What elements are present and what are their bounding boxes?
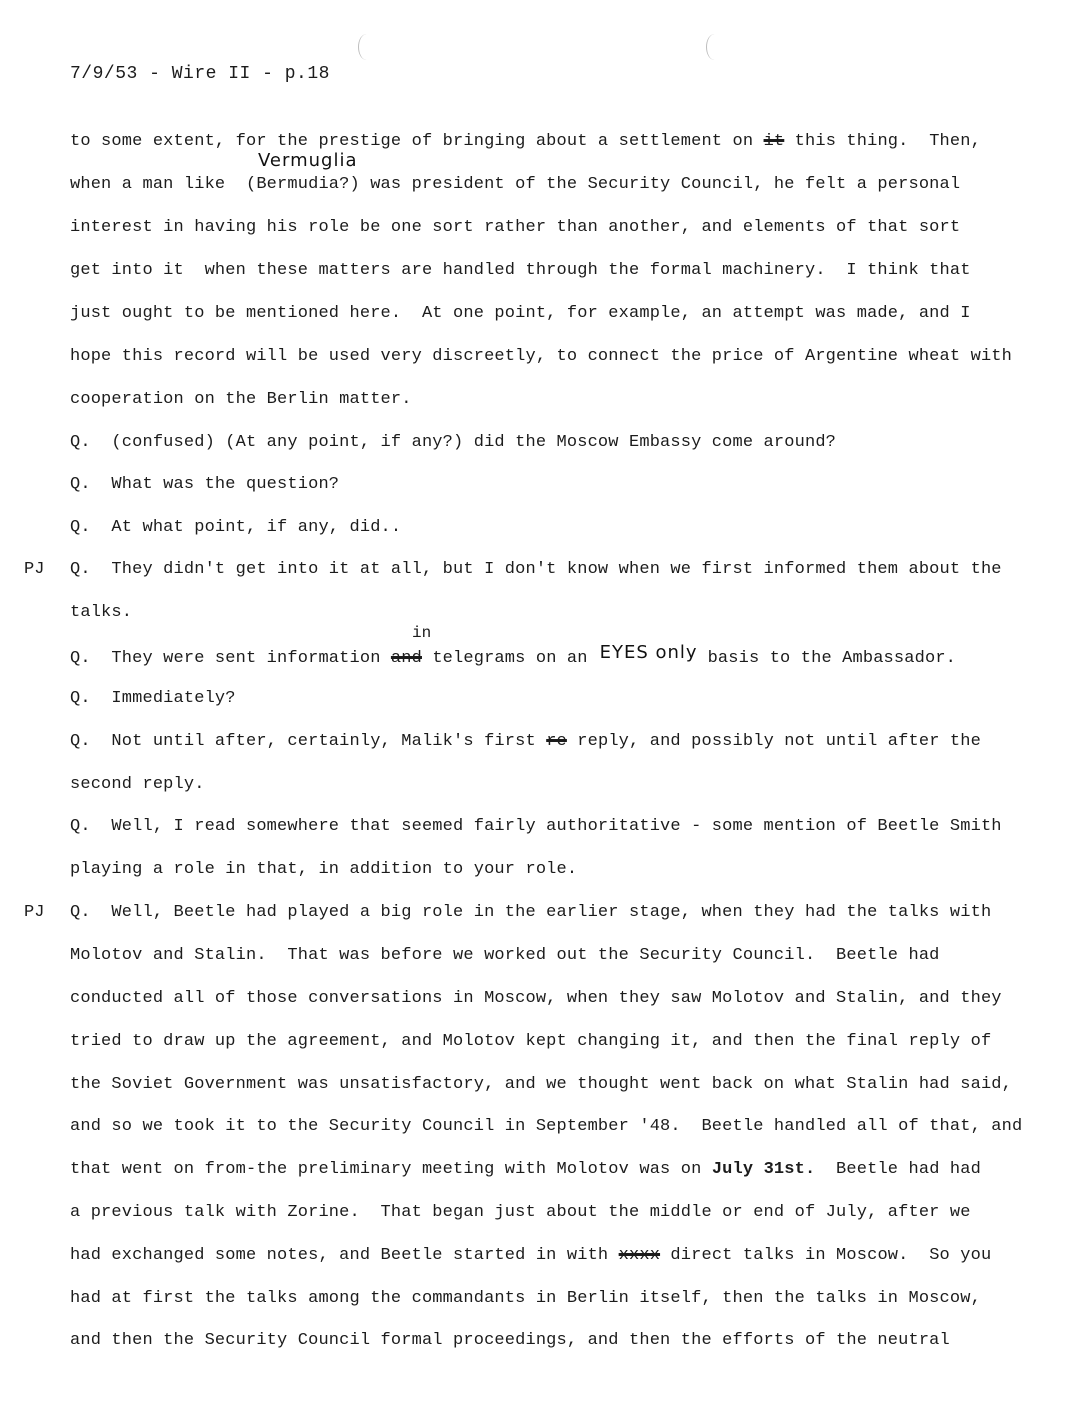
text-line: had exchanged some notes, and Beetle started in with xxxx direct talks in Moscow. So you xyxy=(70,1246,992,1265)
typed-insertion-in: in xyxy=(412,624,432,642)
page-header: 7/9/53 - Wire II - p.18 xyxy=(70,64,330,84)
text-line: second reply. xyxy=(70,775,205,794)
question-line: Q. What was the question? xyxy=(70,475,340,494)
handwritten-eyes-only: EYES only xyxy=(599,642,698,663)
margin-initials: PJ xyxy=(24,903,45,922)
text-line: conducted all of those conversations in Moscow, when they saw Molotov and Stalin, and they xyxy=(70,989,1002,1008)
answer-line: Q. Not until after, certainly, Malik's first re reply, and possibly not until after the xyxy=(70,732,981,751)
text-line: Molotov and Stalin. That was before we worked out the Security Council. Beetle had xyxy=(70,946,940,965)
answer-line: Q. They didn't get into it at all, but I don't know when we first informed them about the xyxy=(70,560,1002,579)
struck-word: xxxx xyxy=(618,1246,661,1265)
punch-mark-right xyxy=(706,34,723,60)
struck-word: re xyxy=(546,732,567,751)
text-line: just ought to be mentioned here. At one point, for example, an attempt was made, and I xyxy=(70,304,971,323)
text-line: and then the Security Council formal proceedings, and then the efforts of the neutral xyxy=(70,1331,950,1350)
struck-word: and xyxy=(390,649,422,668)
question-line: Q. (confused) (At any point, if any?) did the Moscow Embassy come around? xyxy=(70,433,837,452)
text-line: to some extent, for the prestige of bringing about a settlement on it this thing. Then, xyxy=(70,132,981,151)
text-line: interest in having his role be one sort rather than another, and elements of that sort xyxy=(70,218,961,237)
text-line: that went on from-the preliminary meeting with Molotov was on July 31st. Beetle had had xyxy=(70,1160,981,1179)
question-line: Q. They were sent information and telegrams on an EYES only basis to the Ambassador. xyxy=(70,642,957,668)
text-line: talks. xyxy=(70,603,133,622)
text-line: cooperation on the Berlin matter. xyxy=(70,390,412,409)
text-line: get into it when these matters are handled through the formal machinery. I think that xyxy=(70,261,971,280)
text-line: the Soviet Government was unsatisfactory, and we thought went back on what Stalin had said, xyxy=(70,1075,1013,1094)
text-line: when a man like (Bermudia?) was president of the Security Council, he felt a personal xyxy=(70,175,961,194)
text-line: a previous talk with Zorine. That began just about the middle or end of July, after we xyxy=(70,1203,971,1222)
question-line: Q. Immediately? xyxy=(70,689,236,708)
question-line: Q. Well, I read somewhere that seemed fairly authoritative - some mention of Beetle Smith xyxy=(70,817,1002,836)
text-line: and so we took it to the Security Council in September '48. Beetle handled all of that, and xyxy=(70,1117,1023,1136)
struck-word: it xyxy=(763,132,785,151)
margin-initials: PJ xyxy=(24,560,45,579)
punch-mark-left xyxy=(358,34,375,60)
bold-date: July 31st. xyxy=(711,1160,816,1179)
text-line: tried to draw up the agreement, and Molotov kept changing it, and then the final reply of xyxy=(70,1032,992,1051)
answer-line: Q. Well, Beetle had played a big role in the earlier stage, when they had the talks with xyxy=(70,903,992,922)
text-line: hope this record will be used very discreetly, to connect the price of Argentine wheat with xyxy=(70,347,1013,366)
text-line: playing a role in that, in addition to your role. xyxy=(70,860,578,879)
question-line: Q. At what point, if any, did.. xyxy=(70,518,402,537)
text-line: had at first the talks among the commandants in Berlin itself, then the talks in Moscow, xyxy=(70,1289,981,1308)
handwritten-vermuglia: Vermuglia xyxy=(258,150,358,171)
